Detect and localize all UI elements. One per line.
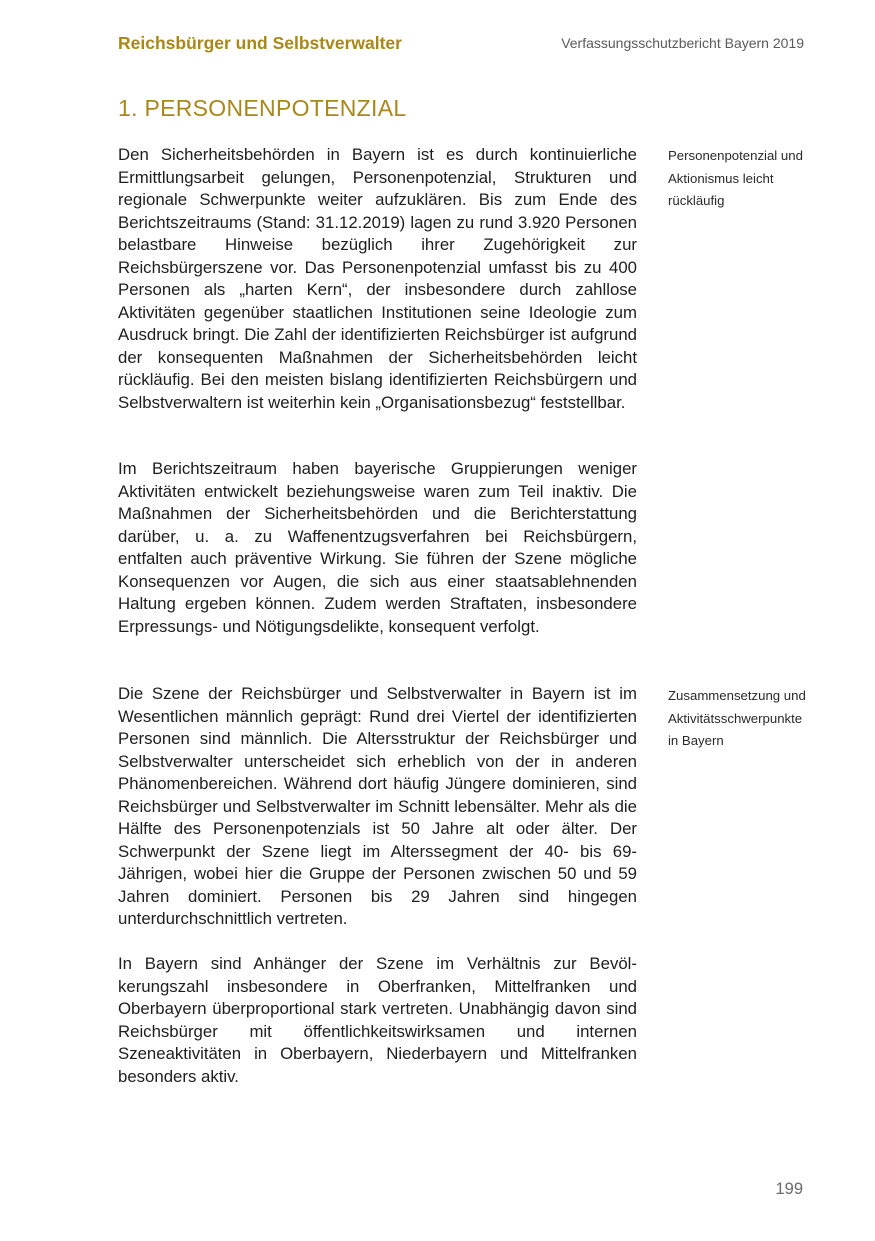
page-header [118,33,804,57]
running-header-chapter: Reichsbürger und Selbstverwalter [118,33,402,53]
page-number: 199 [775,1180,803,1198]
running-header-publication: Verfassungsschutzbericht Bayern 2019 [561,35,804,51]
margin-note-1: Personenpotenzial und Aktionismus leicht rückläufig [668,148,803,208]
margin-note-2: Zusammensetzung und Aktivitätsschwerpunkte in Bayern [668,688,806,748]
paragraph-1: Den Sicherheitsbehörden in Bayern ist es durch kontinuierliche Ermittlungsarbeit gelungen, Personenpotenzial, Strukturen und regionale Schwerpunkte weiter aufzuklären. Bis zum Ende des Berichtszeitraums (Stand: 31.12.2019) lagen zu rund 3.920 Personen belastbare Hinweise bezüglich ihrer Zugehörigkeit zur Reichsbürgerszene vor. Das Personenpotenzial umfasst bis zu 400 Personen als „harten Kern“, der insbesondere durch zahllose Aktivitäten gegenüber staatlichen Institutionen seine Ideologie zum Ausdruck bringt. Die Zahl der identifizierten Reichsbürger ist aufgrund der konsequenten Maßnahmen der Sicherheitsbehörden leicht rückläufig. Bei den meisten bislang identifizierten Reichsbürgern und Selbstverwaltern ist weiterhin kein „Organisationsbezug“ feststellbar. [118,145,637,412]
paragraph-3: Die Szene der Reichsbürger und Selbstverwalter in Bayern ist im Wesentlichen männlich geprägt: Rund drei Viertel der identifizierten Personen sind männlich. Die Altersstruktur der Reichsbürger und Selbstverwalter unterscheidet sich erheblich von der in anderen Phänomenbereichen. Während dort häufig Jüngere dominieren, sind Reichsbürger und Selbstverwalter im Schnitt lebensälter. Mehr als die Hälfte des Personenpotenzials ist 50 Jahre alt oder älter. Der Schwerpunkt der Szene liegt im Alterssegment der 40- bis 69-Jährigen, wobei hier die Gruppe der Personen zwischen 50 und 59 Jahren dominiert. Personen bis 29 Jahren sind hingegen unterdurchschnittlich vertreten. [118,684,637,928]
paragraph-4: In Bayern sind Anhänger der Szene im Verhältnis zur Bevölkerungszahl insbesondere in Oberfranken, Mittelfranken und Oberbayern überproportional stark vertreten. Unabhängig davon sind Reichsbürger mit öffentlichkeitswirksamen und internen Szeneaktivitäten in Oberbayern, Niederbayern und Mittelfranken besonders aktiv. [118,954,637,1086]
paragraph-2: Im Berichtszeitraum haben bayerische Gruppierungen weniger Aktivitäten entwickelt beziehungsweise waren zum Teil inaktiv. Die Maßnahmen der Sicherheitsbehörden und die Berichterstattung darüber, u. a. zu Waffenentzugsverfahren bei Reichsbürgern, entfalten auch präventive Wirkung. Sie führen der Szene mögliche Konsequenzen vor Augen, die sich aus einer staatsablehnenden Haltung ergeben können. Zudem werden Straftaten, insbesondere Erpressungs- und Nötigungsdelikte, konsequent verfolgt. [118,459,637,636]
section-title: 1. PERSONENPOTENZIAL [118,95,407,121]
